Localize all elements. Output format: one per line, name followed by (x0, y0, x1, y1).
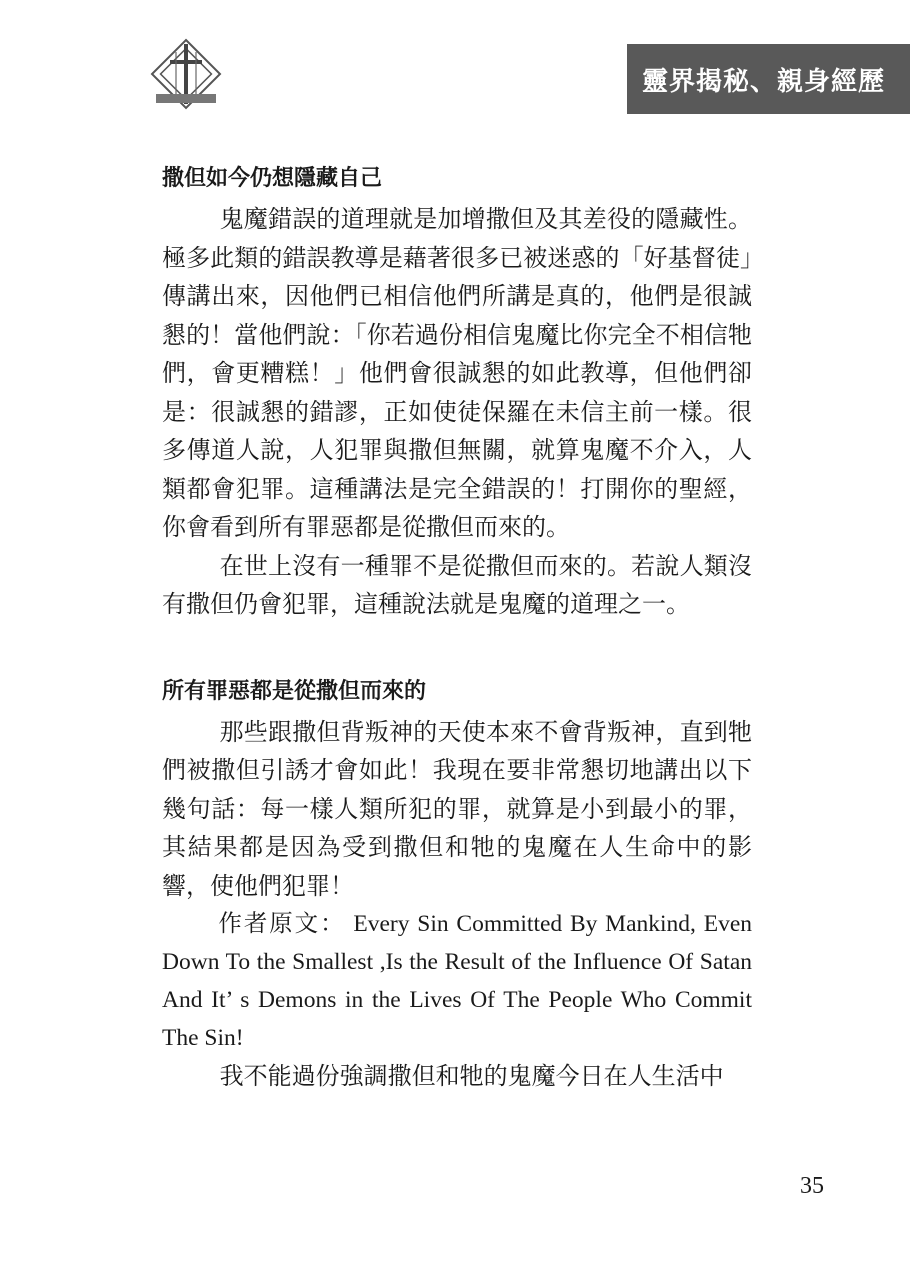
quote-label: 作者原文： (218, 911, 346, 937)
chapter-header-banner (627, 44, 910, 114)
body-paragraph-2: 在世上沒有一種罪不是從撒但而來的。若說人類沒有撒但仍會犯罪，這種說法就是鬼魔的道理之一。 (162, 551, 752, 618)
nyec-logo-icon (148, 38, 224, 114)
section-heading-1: 撒但如今仍想隱藏自己 (162, 166, 383, 191)
page-content (162, 160, 752, 1096)
body-paragraph-4: 我不能過份強調撒但和牠的鬼魔今日在人生活中 (219, 1062, 724, 1090)
body-paragraph-1: 鬼魔錯誤的道理就是加增撒但及其差役的隱藏性。極多此類的錯誤教導是藉著很多已被迷惑的「好基督徒」傳講出來，因他們已相信他們所講是真的，他們是很誠懇的！當他們說：「你若過份相信鬼魔比你完全不相信牠們，會更糟糕！」他們會很誠懇的如此教導，但他們卻是：很誠懇的錯謬，正如使徒保羅在未信主前一樣。很多傳道人說，人犯罪與撒但無關，就算鬼魔不介入，人類都會犯罪。這種講法是完全錯誤的！打開你的聖經，你會看到所有罪惡都是從撒但而來的。 (162, 205, 752, 541)
author-quote-paragraph (162, 905, 752, 1057)
chapter-title: 靈界揭秘、親身經歷 (642, 66, 886, 97)
page-number: 35 (800, 1173, 824, 1199)
church-logo (148, 38, 224, 114)
quote-text: Every Sin Committed By Mankind, Even Down To the Smallest ,Is the Result of the Influence Of Satan And It’ s Demons in the Lives Of The People Who Commit The Sin! (162, 911, 752, 1051)
body-paragraph-3: 那些跟撒但背叛神的天使本來不會背叛神，直到牠們被撒但引誘才會如此！我現在要非常懇切地講出以下幾句話：每一樣人類所犯的罪，就算是小到最小的罪，其結果都是因為受到撒但和牠的鬼魔在人生命中的影響，使他們犯罪！ (162, 717, 752, 900)
section-heading-2: 所有罪惡都是從撒但而來的 (162, 678, 427, 704)
